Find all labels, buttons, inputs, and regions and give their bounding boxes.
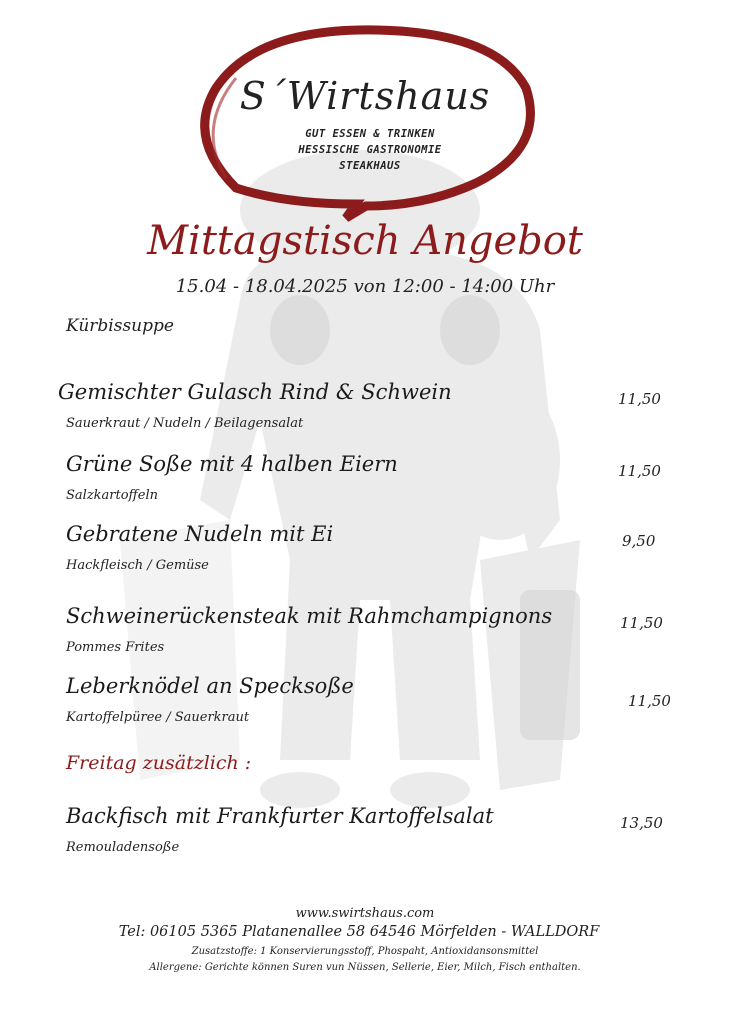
page-title: Mittagstisch Angebot	[147, 218, 583, 264]
dish-name: Gemischter Gulasch Rind & Schwein	[58, 380, 452, 404]
brand-tagline-3: STEAKHAUS	[339, 160, 401, 172]
contact-line: Tel: 06105 5365 Platanenallee 58 64546 Mörfelden - WALLDORF	[118, 924, 600, 940]
friday-dish-price: 13,50	[620, 814, 663, 832]
dish-name: Leberknödel an Specksoße	[66, 674, 354, 698]
dish-name: Gebratene Nudeln mit Ei	[66, 522, 334, 546]
friday-heading: Freitag zusätzlich :	[66, 752, 252, 774]
dish-price: 9,50	[622, 532, 656, 550]
dish-sides: Salzkartoffeln	[66, 488, 158, 503]
allergens-note: Allergene: Gerichte können Suren vun Nüssen, Sellerie, Eier, Milch, Fisch enthalten.	[149, 962, 581, 973]
dish-price: 11,50	[628, 692, 671, 710]
friday-dish-sides: Remouladensoße	[66, 840, 180, 855]
brand-tagline-1: GUT ESSEN & TRINKEN	[305, 128, 435, 140]
dish-sides: Pommes Frites	[66, 640, 165, 655]
friday-dish-name: Backfisch mit Frankfurter Kartoffelsalat	[66, 804, 494, 828]
brand-name: S´Wirtshaus	[239, 74, 491, 118]
soup-of-day: Kürbissuppe	[66, 316, 174, 336]
dish-price: 11,50	[618, 390, 661, 408]
dish-price: 11,50	[620, 614, 663, 632]
website-link[interactable]: www.swirtshaus.com	[295, 906, 435, 921]
logo-swoosh	[196, 18, 536, 228]
dish-sides: Hackfleisch / Gemüse	[66, 558, 209, 573]
dish-price: 11,50	[618, 462, 661, 480]
dish-sides: Sauerkraut / Nudeln / Beilagensalat	[66, 416, 304, 431]
additives-note: Zusatzstoffe: 1 Konservierungsstoff, Phospaht, Antioxidansonsmittel	[191, 946, 539, 957]
date-line: 15.04 - 18.04.2025 von 12:00 - 14:00 Uhr	[175, 276, 555, 297]
brand-tagline-2: HESSISCHE GASTRONOMIE	[298, 144, 442, 156]
dish-name: Grüne Soße mit 4 halben Eiern	[66, 452, 398, 476]
dish-sides: Kartoffelpüree / Sauerkraut	[66, 710, 250, 725]
dish-name: Schweinerückensteak mit Rahmchampignons	[66, 604, 553, 628]
